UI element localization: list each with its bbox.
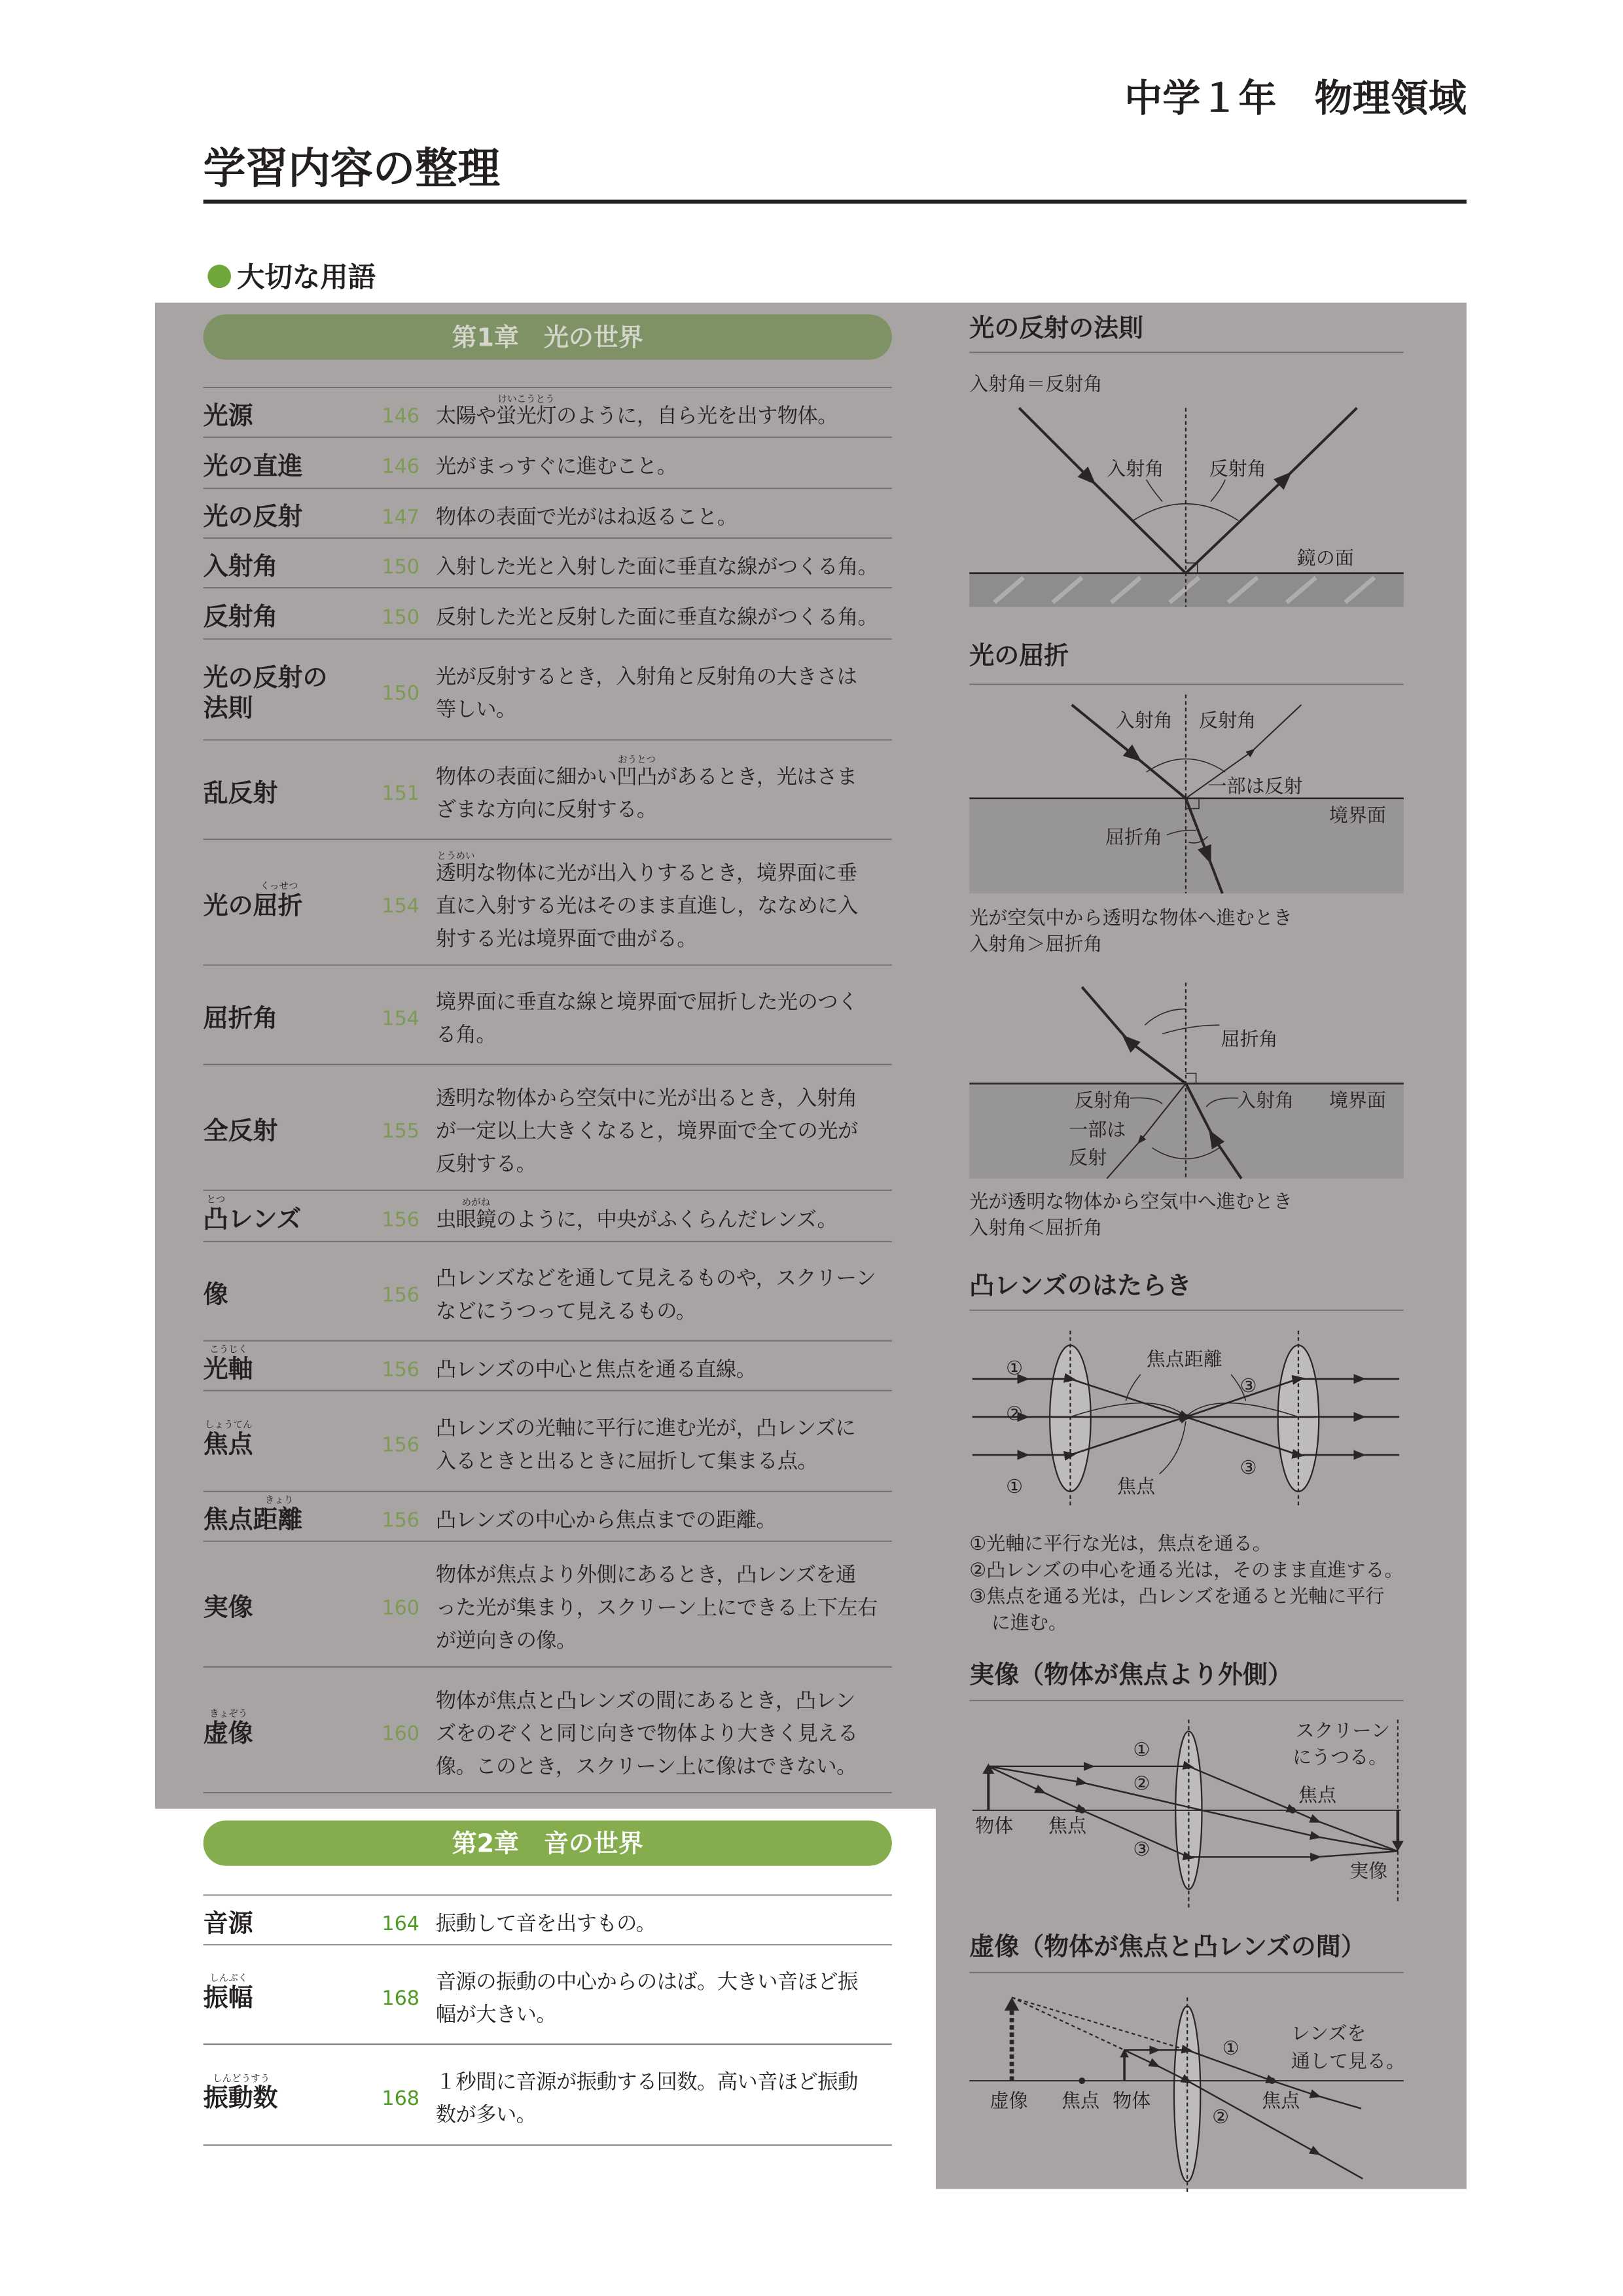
diagram-mark bbox=[1079, 2077, 1085, 2084]
term-description: 直に入射する光はそのまま直進し，ななめに入 bbox=[435, 894, 858, 918]
diagram-mark bbox=[1079, 1807, 1085, 1814]
page-number: 168 bbox=[382, 1986, 419, 2010]
term-description: 物体の表面に細かい凹凸があるとき，光はさま bbox=[435, 764, 857, 789]
term-description: 物体の表面で光がはね返ること。 bbox=[435, 505, 738, 529]
diagram-label: ②凸レンズの中心を通る光は，そのまま直進する。 bbox=[969, 1558, 1404, 1581]
term-label: 屈折角 bbox=[203, 1003, 278, 1033]
page-number: 156 bbox=[382, 1208, 419, 1232]
diagram-label: 境界面 bbox=[1329, 1089, 1386, 1112]
diagram-label: 入射角＞屈折角 bbox=[969, 933, 1103, 956]
page-number: 154 bbox=[382, 895, 419, 918]
page-number: 156 bbox=[382, 1433, 419, 1457]
term-description: 射する光は境界面で曲がる。 bbox=[435, 927, 698, 951]
term-description: 物体が焦点より外側にあるとき，凸レンズを通 bbox=[435, 1563, 856, 1587]
diagram-label: 焦点 bbox=[1048, 1814, 1087, 1837]
ruby-reading: めがね bbox=[461, 1198, 491, 1209]
page-number: 151 bbox=[382, 782, 419, 806]
term-description: 幅が大きい。 bbox=[435, 2003, 557, 2027]
diagram-label: ① bbox=[1006, 1357, 1024, 1380]
term-row bbox=[204, 1909, 656, 1937]
diagram-label: にうつる。 bbox=[1293, 1746, 1388, 1768]
ruby-reading: しんどうすう bbox=[213, 2073, 270, 2085]
page-number: 147 bbox=[382, 505, 419, 529]
term-label: 音源 bbox=[203, 1909, 253, 1938]
term-description: った光が集まり，スクリーン上にできる上下左右 bbox=[435, 1596, 878, 1620]
page-number: 168 bbox=[382, 2087, 419, 2111]
term-description: 凸レンズの中心から焦点までの距離。 bbox=[435, 1508, 777, 1532]
diagram-label: 物体 bbox=[1113, 2089, 1151, 2112]
diagram-label: 光が空気中から透明な物体へ進むとき bbox=[969, 906, 1293, 929]
term-label: 反射角 bbox=[203, 602, 278, 632]
term-label: 凸レンズ bbox=[203, 1204, 302, 1234]
diagram-label: 物体 bbox=[975, 1814, 1014, 1837]
term-description: る角。 bbox=[435, 1023, 496, 1047]
page-number: 160 bbox=[382, 1722, 419, 1746]
term-label: 光の反射 bbox=[203, 502, 303, 531]
term-description: 境界面に垂直な線と境界面で屈折した光のつく bbox=[435, 990, 858, 1014]
term-description: が逆向きの像。 bbox=[435, 1628, 577, 1653]
diagram-label: 鏡の面 bbox=[1296, 547, 1354, 569]
diagram-label: ①光軸に平行な光は，焦点を通る。 bbox=[969, 1532, 1272, 1555]
diagram-label: ③ bbox=[1133, 1838, 1150, 1861]
ruby-reading: とつ bbox=[206, 1194, 226, 1206]
term-label: 振動数 bbox=[203, 2083, 278, 2113]
term-row bbox=[204, 452, 677, 480]
term-description: 振動して音を出すもの。 bbox=[435, 1912, 656, 1936]
term-description: などにうつって見えるもの。 bbox=[435, 1299, 696, 1323]
term-description: 透明な物体に光が出入りするとき，境界面に垂 bbox=[435, 861, 857, 885]
chapter-title: 第1章 光の世界 bbox=[452, 323, 643, 352]
diagram-label: 焦点 bbox=[1061, 2089, 1100, 2112]
diagram-label: ② bbox=[1133, 1772, 1150, 1795]
term-label: 光の直進 bbox=[203, 451, 303, 480]
diagram-label: に進む。 bbox=[991, 1611, 1067, 1634]
diagram-label: 焦点 bbox=[1298, 1784, 1337, 1806]
term-description: 凸レンズの光軸に平行に進む光が，凸レンズに bbox=[435, 1416, 856, 1441]
grade-subject-label: 中学１年 物理領域 bbox=[1124, 75, 1467, 120]
ruby-reading: おうとつ bbox=[618, 755, 656, 766]
term-description: 凸レンズの中心と焦点を通る直線。 bbox=[435, 1357, 757, 1382]
page-number: 150 bbox=[382, 555, 419, 579]
term-description: 光が反射するとき，入射角と反射角の大きさは bbox=[435, 664, 857, 689]
section-heading: 凸レンズのはたらき bbox=[969, 1271, 1192, 1300]
diagram-label: 入射角＜屈折角 bbox=[969, 1216, 1103, 1239]
page-number: 164 bbox=[382, 1912, 419, 1936]
term-row bbox=[204, 1970, 858, 2026]
term-description: 物体が焦点と凸レンズの間にあるとき，凸レン bbox=[435, 1689, 855, 1713]
term-description: 像。このとき，スクリーン上に像はできない。 bbox=[435, 1754, 857, 1778]
term-description: 透明な物体から空気中に光が出るとき，入射角 bbox=[435, 1086, 857, 1110]
diagram-label: 実像 bbox=[1349, 1859, 1388, 1882]
page-number: 154 bbox=[382, 1007, 419, 1031]
term-description: が一定以上大きくなると，境界面で全ての光が bbox=[435, 1119, 858, 1143]
diagram-label: 焦点 bbox=[1262, 2089, 1300, 2112]
title-rule bbox=[204, 200, 1467, 204]
term-description: １秒間に音源が振動する回数。高い音ほど振動 bbox=[435, 2070, 858, 2094]
diagram-label: 光が透明な物体から空気中へ進むとき bbox=[969, 1190, 1293, 1213]
term-label: 全反射 bbox=[203, 1116, 278, 1145]
term-description: ざまな方向に反射する。 bbox=[435, 798, 657, 822]
ruby-reading: しょうてん bbox=[204, 1420, 253, 1431]
diagram-label: ② bbox=[1212, 2105, 1230, 2128]
page-number: 155 bbox=[382, 1120, 419, 1143]
diagram-label: 一部は反射 bbox=[1207, 774, 1303, 797]
diagram-label: ② bbox=[1006, 1402, 1024, 1425]
section-heading: 光の反射の法則 bbox=[969, 313, 1144, 342]
ruby-reading: けいこうとう bbox=[497, 394, 555, 405]
diagram-label: ③焦点を通る光は，凸レンズを通ると光軸に平行 bbox=[969, 1585, 1385, 1607]
term-row bbox=[204, 2070, 858, 2126]
section-heading: 実像（物体が焦点より外側） bbox=[969, 1660, 1293, 1689]
page-number: 156 bbox=[382, 1358, 419, 1382]
term-description: 入るときと出るときに屈折して集まる点。 bbox=[435, 1449, 818, 1473]
term-label: 光の反射の bbox=[203, 662, 328, 692]
diagram-label: ③ bbox=[1240, 1374, 1257, 1397]
ruby-reading: きょぞう bbox=[209, 1708, 248, 1719]
term-label: 乱反射 bbox=[203, 778, 278, 808]
diagram-label: 屈折角 bbox=[1105, 826, 1163, 849]
term-label: 虚像 bbox=[203, 1718, 253, 1748]
diagram-label: ① bbox=[1006, 1475, 1024, 1498]
diagram-label: 焦点距離 bbox=[1146, 1348, 1222, 1371]
page-number: 150 bbox=[382, 605, 419, 629]
diagram-mark bbox=[1269, 2077, 1275, 2084]
term-description: 太陽や蛍光灯のように，自ら光を出す物体。 bbox=[435, 404, 838, 428]
page-number: 146 bbox=[382, 455, 419, 478]
term-description: 光がまっすぐに進むこと。 bbox=[435, 454, 677, 478]
page-number: 156 bbox=[382, 1509, 419, 1532]
diagram-label: 反射 bbox=[1069, 1146, 1107, 1169]
diagram-label: レンズを bbox=[1291, 2022, 1366, 2045]
ruby-reading: きょり bbox=[264, 1495, 294, 1506]
term-description: ズをのぞくと同じ向きで物体より大きく見える bbox=[435, 1721, 858, 1746]
term-label: 入射角 bbox=[203, 552, 278, 581]
term-label: 光軸 bbox=[203, 1354, 253, 1384]
diagram-label: 境界面 bbox=[1329, 804, 1386, 827]
chapter-title: 第2章 音の世界 bbox=[452, 1829, 643, 1858]
term-label: 光源 bbox=[203, 401, 253, 430]
ruby-reading: くっせつ bbox=[260, 881, 298, 892]
term-description: 数が多い。 bbox=[435, 2103, 537, 2127]
term-description: 虫眼鏡のように，中央がふくらんだレンズ。 bbox=[435, 1208, 838, 1232]
ruby-reading: とうめい bbox=[437, 851, 475, 862]
term-description: 等しい。 bbox=[435, 698, 516, 722]
green-bullet-icon bbox=[207, 264, 231, 288]
diagram-label: 焦点 bbox=[1116, 1475, 1156, 1498]
diagram-label: 反射角 bbox=[1075, 1089, 1132, 1112]
diagram-label: スクリーン bbox=[1295, 1719, 1391, 1742]
term-label: 法則 bbox=[203, 693, 253, 723]
term-description: 入射した光と入射した面に垂直な線がつくる角。 bbox=[435, 554, 878, 579]
term-description: 音源の振動の中心からのはば。大きい音ほど振 bbox=[435, 1969, 858, 1994]
diagram-label: ① bbox=[1133, 1738, 1150, 1761]
diagram-label: 入射角 bbox=[1115, 709, 1173, 732]
diagram-label: 反射角 bbox=[1209, 457, 1266, 480]
diagram-label: ① bbox=[1222, 2036, 1240, 2059]
diagram-label: 屈折角 bbox=[1221, 1028, 1278, 1050]
section-heading: 大切な用語 bbox=[236, 261, 376, 294]
diagram-mark bbox=[1289, 1807, 1296, 1814]
formula-label: 入射角＝反射角 bbox=[969, 372, 1103, 395]
diagram-label: 反射角 bbox=[1199, 709, 1257, 732]
diagram-label: 入射角 bbox=[1237, 1089, 1294, 1112]
term-label: 振幅 bbox=[203, 1983, 253, 2013]
term-label: 像 bbox=[203, 1280, 228, 1309]
page-number: 150 bbox=[382, 682, 419, 706]
term-label: 焦点 bbox=[203, 1429, 253, 1459]
page-number: 156 bbox=[382, 1283, 419, 1307]
term-label: 焦点距離 bbox=[203, 1505, 303, 1534]
diagram-label: 通して見る。 bbox=[1291, 2050, 1405, 2073]
term-row bbox=[204, 502, 738, 531]
page-number: 160 bbox=[382, 1596, 419, 1620]
term-description: 反射する。 bbox=[435, 1152, 537, 1176]
page-title: 学習内容の整理 bbox=[203, 144, 500, 194]
diagram-label: 一部は bbox=[1069, 1118, 1126, 1141]
section-heading: 光の屈折 bbox=[969, 641, 1069, 670]
section-heading: 虚像（物体が焦点と凸レンズの間） bbox=[969, 1932, 1366, 1962]
term-description: 凸レンズなどを通して見えるものや，スクリーン bbox=[435, 1266, 876, 1291]
diagram-label: ③ bbox=[1240, 1456, 1257, 1479]
term-label: 光の屈折 bbox=[203, 891, 303, 920]
ruby-reading: こうじく bbox=[209, 1344, 248, 1355]
ruby-reading: しんぷく bbox=[209, 1973, 248, 1984]
page-number: 146 bbox=[382, 404, 419, 428]
term-label: 実像 bbox=[203, 1592, 253, 1622]
diagram-label: 入射角 bbox=[1107, 457, 1164, 480]
diagram-label: 虚像 bbox=[990, 2089, 1028, 2112]
term-description: 反射した光と反射した面に垂直な線がつくる角。 bbox=[435, 605, 878, 629]
